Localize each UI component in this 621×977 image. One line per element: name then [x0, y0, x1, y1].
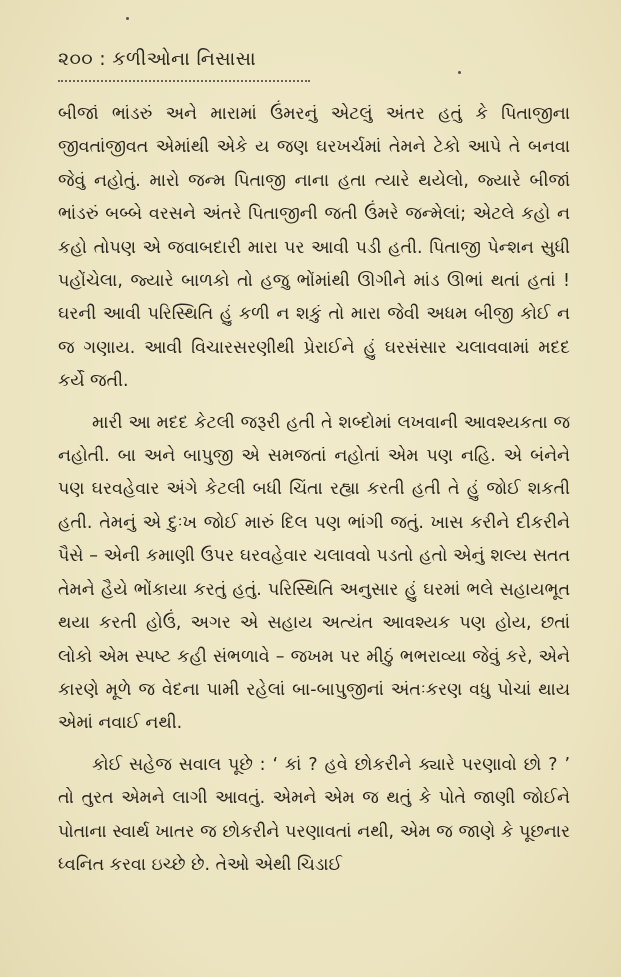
- paragraph: કોઈ સહેજ સવાલ પૂછે : ‘ કાં ? હવે છોકરીને ક્યારે પરણાવો છો ? ’ તો તુરત એમને લાગી આવતું. એમને એમ જ થતું કે પોતે જાણી જોઈને પોતાના સ્વાર્થ ખાતર જ છોકરીને પરણાવતાં નથી, એમ જ જાણે કે પૂછનાર ધ્વનિત કરવા ઇચ્છે છે. તેઓ એથી ચિડાઈ: [58, 754, 570, 875]
- paragraph: બીજાં ભાંડરું અને મારામાં ઉંમરનું એટલું અંતર હતું કે પિતાજીના જીવતાંજીવત એમાંથી એકે ય જણ ઘરખર્ચમાં તેમને ટેકો આપે તે બનવા જેવું નહોતું. મારો જન્મ પિતાજી નાના હતા ત્યારે થયેલો, જ્યારે બીજાં ભાંડરું બબ્બે વરસને અંતરે પિતાજીની જતી ઉંમરે જન્મેલાં; એટલે કહો ન કહો તોપણ એ જવાબદારી મારા પર આવી પડી હતી. પિતાજી પેન્શન સુધી પહોંચેલા, જ્યારે બાળકો તો હજુ ભોંમાંથી ઊગીને માંડ ઊભાં થતાં હતાં ! ઘરની આવી પરિસ્થિતિ હું કળી ન શકું તો મારા જેવી અધમ બીજી કોઈ ન જ ગણાય. આવી વિચારસરણીથી પ્રેરાઈને હું ઘરસંસાર ચલાવવામાં મદદ કર્યે જતી.: [58, 104, 570, 392]
- speck-mark: [126, 17, 129, 20]
- page-body: [58, 98, 570, 882]
- running-header: ૨૦૦ : કળીઓના નિસાસા: [58, 48, 256, 70]
- paragraph: મારી આ મદદ કેટલી જરૂરી હતી તે શબ્દોમાં લખવાની આવશ્યકતા જ નહોતી. બા અને બાપુજી એ સમજતાં નહોતાં એમ પણ નહિ. એ બંનેને પણ ઘરવહેવાર અંગે કેટલી બધી ચિંતા રહ્યા કરતી હતી તે હું જોઈ શકતી હતી. તેમનું એ દુઃખ જોઈ મારું દિલ પણ ભાંગી જતું. ખાસ કરીને દીકરીને પૈસે – એની કમાણી ઉપર ઘરવહેવાર ચલાવવો પડતો હતો એનું શલ્ય સતત તેમને હૈયે ભોંકાયા કરતું હતું. પરિસ્થિતિ અનુસાર હું ઘરમાં ભલે સહાયભૂત થયા કરતી હોઉં, અગર એ સહાય અત્યંત આવશ્યક પણ હોય, છતાં લોકો એમ સ્પષ્ટ કહી સંભળાવે – જખમ પર મીઠું ભભરાવ્યા જેવું કરે, એને કારણે મૂળે જ વેદના પામી રહેલાં બા-બાપુજીનાં અંતઃકરણ વધુ પોચાં થાય એમાં નવાઈ નથી.: [58, 412, 570, 734]
- header-underline: [58, 76, 310, 82]
- speck-mark: [458, 71, 461, 74]
